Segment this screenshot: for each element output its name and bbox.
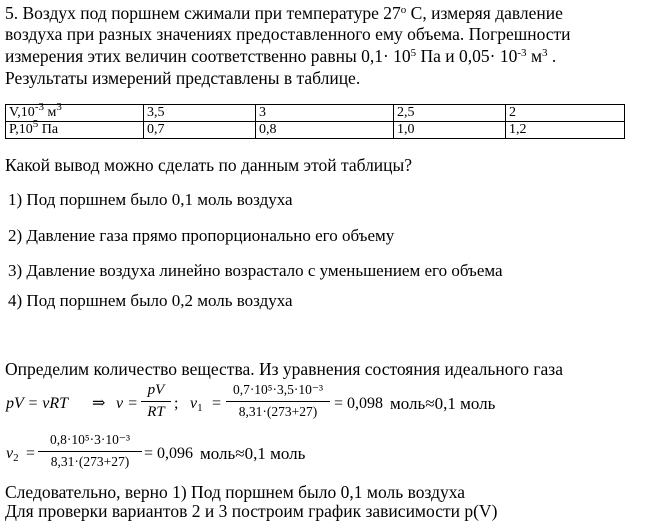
fraction-bar (38, 451, 142, 452)
answer-option-2[interactable]: 2) Давление газа прямо пропорционально его объему (8, 226, 395, 245)
problem-text: . (547, 46, 557, 66)
fraction-bar (141, 401, 171, 402)
table-cell: 1,2 (506, 122, 625, 139)
equals-sign: = (26, 445, 36, 462)
problem-text: С, измеряя давление (406, 3, 563, 23)
row-header-pressure: $P,10^5$ Па (6, 122, 144, 139)
answer-option-4[interactable]: 4) Под поршнем было 0,2 моль воздуха (8, 291, 293, 310)
nu2-result: = 0,096 (144, 445, 194, 462)
measurement-table (5, 101, 625, 139)
problem-text: Па и 0,05· 10 (416, 46, 518, 66)
table-cell: 2,5 (394, 105, 506, 122)
exponent: -3 (517, 47, 527, 59)
table-cell: 3 (256, 105, 394, 122)
problem-line-4: Результаты измерений представлены в таблице. (5, 68, 361, 88)
problem-text: м (526, 46, 543, 66)
fraction-denominator: RT (147, 404, 165, 420)
nu1-label: $\nu_1$ (190, 395, 203, 414)
exponent: 5 (410, 47, 417, 59)
ideal-gas-equation: pV = νRT (6, 395, 69, 412)
table-row (6, 105, 625, 122)
nu2-label: $\nu_2$ (6, 445, 19, 464)
conclusion-text: Следовательно, верно 1) Под поршнем было 0,1 моль воздуха (5, 482, 466, 502)
fraction-numerator: pV (147, 382, 165, 398)
answer-option-1[interactable]: 1) Под поршнем было 0,1 моль воздуха (8, 190, 293, 209)
separator: ; (174, 395, 179, 412)
row-header-volume: $V,10^{-3}$ $м^3$ (6, 105, 144, 122)
implies-arrow: ⇒ (92, 395, 106, 412)
table-cell: 0,7 (144, 122, 256, 139)
problem-line-2: воздуха при разных значениях предоставленного ему объема. Погрешности (5, 24, 571, 44)
table-row (6, 122, 625, 139)
nu1-unit: моль≈0,1 моль (390, 394, 496, 413)
nu1-numerator: 0,7·10⁵·3,5·10⁻³ (232, 382, 324, 397)
problem-line-1 (5, 3, 563, 23)
nu2-denominator: 8,31·(273+27) (50, 454, 130, 469)
nu1-denominator: 8,31·(273+27) (238, 404, 318, 419)
table-cell: 1,0 (394, 122, 506, 139)
degree-superscript: о (400, 4, 407, 16)
exponent: 3 (542, 47, 548, 59)
next-step-text: Для проверки вариантов 2 и 3 построим график зависимости р(V) (5, 501, 498, 521)
fraction-bar (226, 401, 330, 402)
table-cell: 0,8 (256, 122, 394, 139)
problem-number: 5. (5, 3, 19, 23)
table-cell: 2 (506, 105, 625, 122)
nu1-result: = 0,098 (334, 395, 384, 412)
table-cell: 3,5 (144, 105, 256, 122)
problem-text: измерения этих величин соответственно равны 0,1· 10 (5, 46, 411, 66)
nu-equals: ν = (116, 395, 138, 412)
problem-text: Воздух под поршнем сжимали при температуре 27 (22, 3, 401, 23)
nu2-numerator: 0,8·10⁵·3·10⁻³ (50, 432, 130, 447)
equals-sign: = (212, 395, 222, 412)
nu2-unit: моль≈0,1 моль (200, 444, 306, 463)
answer-option-3[interactable]: 3) Давление воздуха линейно возрастало с уменьшением его объема (8, 261, 503, 280)
problem-line-3 (5, 46, 556, 66)
question-text: Какой вывод можно сделать по данным этой таблицы? (5, 155, 413, 175)
solution-intro: Определим количество вещества. Из уравнения состояния идеального газа (5, 359, 563, 379)
